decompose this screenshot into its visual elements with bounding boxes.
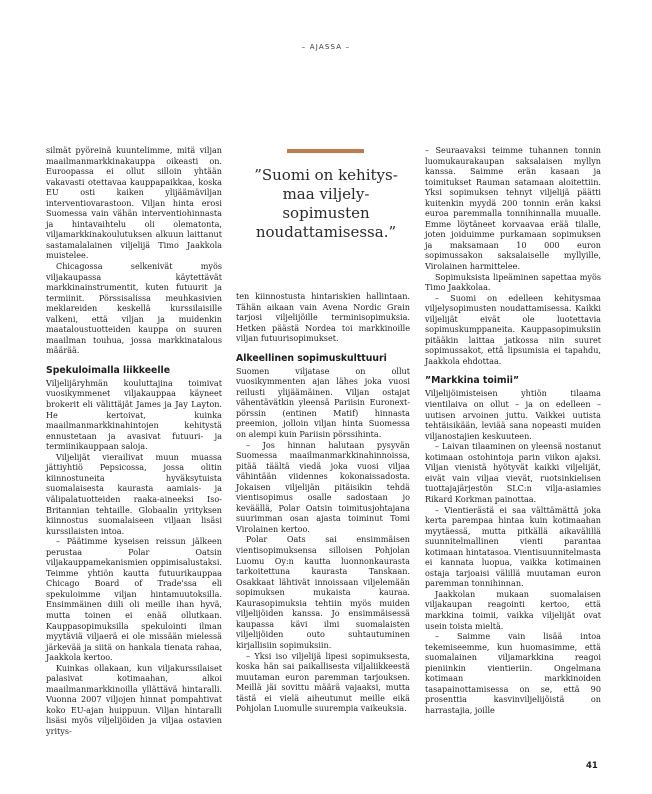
body-paragraph: Kuinkas ollakaan, kun viljakurssilaiset palasivat kotimaahan, alkoi maailmanmarkkinoilla yllättävä hintaralli. Vuonna 2007 viljojen hinnat pompahtivat koko EU-ajan huippuun. Viljan hintaralli lisäsi myös viljelijöiden ja viljaa ostavien yritys- xyxy=(46,662,222,736)
body-paragraph: – Suomi on edelleen kehitysmaa viljelysopimusten noudattamisessa. Kaikki viljelijät eivät ole luotettavia sopimuskumppaneita. Kauppasopimuksiin pitääkin laittaa jatkossa niin suuret sopimussakot, että lipsumisia ei tapahdu, Jaakkola ehdottaa. xyxy=(425,292,601,366)
body-paragraph: ten kiinnostusta hintariskien hallintaan. Tähän aikaan vain Avena Nordic Grain tarjosi viljelijöille terminisopimuksia. Hetken päästä Nordea toi markkinoille viljan futuurisopimukset. xyxy=(236,291,410,344)
body-paragraph: – Päätimme kyseisen reissun jälkeen perustaa Polar Oatsin viljakauppamekanismien oppimisalustaksi. Teimme yhtiön kautta futuurikauppaa Chicago Board of Trade'ssa eli spekuloimme viljan hintamuutoksilla. Ensimmäinen diili oli meille ihan hyvä, mutta toinen ei enää ollutkaan. Kauppasopimuksilla spekulointi ilman myytäviä viljaerä ei ole missään mielessä järkevää ja siitä on hankala tienata rahaa, Jaakkola kertoo. xyxy=(46,536,222,663)
page-number: 41 xyxy=(586,761,598,771)
text-column-2 xyxy=(236,291,410,714)
section-label: – AJASSA – xyxy=(301,43,351,51)
body-paragraph: Sopimuksista lipeäminen sapettaa myös Timo Jaakkolaa. xyxy=(425,271,601,293)
subheading: Spekuloimalla liikkeelle xyxy=(46,364,171,376)
body-paragraph: Jaakkolan mukaan suomalaisen viljakaupan reagointi kertoo, että markkina toimii, vaikka viljelijät ovat usein toista mieltä. xyxy=(425,588,601,631)
body-paragraph: – Laivan tilaaminen on yleensä nostanut kotimaan ostohintoja parin viikon ajaksi. Viljan vienistä hyötyvät kaikki viljelijät, eivät vain viljaa vievät, ruotsinkielisen tuottajajärjestön SLC:n vilja-asiamies Rikard Korkman painottaa. xyxy=(425,441,601,504)
body-paragraph: Suomen viljatase on ollut vuosikymmenten ajan lähes joka vuosi reilusti ylijäämäinen. Viljan ostajat vähentävätkin yleensä Pariisin Euronext-pörssin (entinen Matif) hinnasta preemion, jolloin viljan hinta Suomessa on alempi kuin Pariisin pörssihinta. xyxy=(236,365,410,440)
body-paragraph: Polar Oats sai ensimmäisen vientisopimuksensa silloisen Pohjolan Luomu Oy:n kautta luonnonkaurasta tarkoitettuna kaurasta Tanskaan. Osakkaat lähtivät innoissaan viljelemään sopimuksen mukaista kauraa. Kaurasopimuksia tehtiin myös muiden viljelijöiden kanssa. Jo ensimmäisessä kaupassa kävi ilmi suomalaisten viljelijöiden outo suhtautuminen kirjallisiin sopimuksiin. xyxy=(236,534,410,650)
pullquote: ”Suomi on kehitys-maa viljely-sopimusten noudattamisessa.” xyxy=(254,166,398,241)
text-column-3 xyxy=(425,145,601,715)
body-paragraph: – Yksi iso viljelijä lipesi sopimuksesta, koska hän sai paikallisesta viljaliikkeestä muutaman euron paremman tarjouksen. Meillä jäi sovittu määrä vajaaksi, mutta tästä ei vielä aiheutunut meille eikä Pohjolan Luomulle suurempia vaikeuksia. xyxy=(236,650,410,714)
body-paragraph: – Saimme vain lisää intoa tekemiseemme, kun huomasimme, että suomalainen viljamarkkina reagoi pieniinkin vientieriin. Ongelmana kotimaan markkinoiden tasapainottamisessa on se, että 90 prosenttia kasvinviljelijöistä on harrastajia, joille xyxy=(425,631,601,715)
body-paragraph: Viljelijät vierailivat muun muassa jättiyhtiö Pepsicossa, jossa olitin kiinnostuneita hyväksytuista suomalaisesta kaurasta aamiais- ja välipalatuotteiden raaka-aineeksi Iso-Britannian tehtaille. Globaalin yrityksen kiinnostus suomalaiseen viljaan lisäsi kurssilaisten intoa. xyxy=(46,451,222,536)
text-column-1 xyxy=(46,145,222,737)
subheading: Alkeellinen sopimuskulttuuri xyxy=(236,352,387,364)
body-paragraph: – Jos hinnan halutaan pysyvän Suomessa maailmanmarkkinahinnoissa, pitää täältä viedä joka vuosi viljaa vähintään viidennes kokonaissadosta. Jokaisen viljelijän pitäisikin tehdä vientisopimus osalle sadostaan jo keväällä, Polar Oatsin toimitusjohtajana suurimman osan ajasta toiminut Tomi Virolainen kertoo. xyxy=(236,439,410,534)
body-paragraph: Viljelijäryhmän kouluttajina toimivat vuosikymmenet viljakauppaa käyneet brokerit eli välittäjät James ja Jay Layton. He kertoivat, kuinka maailmanmarkkinahintojen kehitystä ennustetaan ja avasivat futuuri- ja termiinikauppaan saloja. xyxy=(46,377,222,452)
pullquote-rule xyxy=(287,149,364,153)
body-paragraph: Viljelijöimisteisen yhtiön tilaama vientilaiva on ollut – ja on edelleen – uutisen arvoinen juttu. Vaikkei uutista tehtäisikään, leviää sana nopeasti muiden viljanostajien keskuuteen. xyxy=(425,388,601,441)
body-paragraph: silmät pyöreinä kuuntelimme, mitä viljan maailmanmarkkinakauppa oikeasti on. Euroopassa ei ollut silloin yhtään vakavasti otettavaa kauppapaikkaa, koska EU osti kaiken ylijäämäviljan interventiovarastoon. Viljan hinta erosi Suomessa vain vähän interventiohinnasta ja hintavaihtelu oli olematonta, viljamarkkinakoulutuksen alkuun laittanut sastamalalainen viljelijä Timo Jaakkola muistelee. xyxy=(46,145,222,261)
body-paragraph: – Seuraavaksi teimme tuhannen tonnin luomukaurakaupan saksalaisen myllyn kanssa. Saimme erän kasaan ja toimitukset Rauman satamaan aloitettiin. Yksi sopimuksen tehnyt viljelijä päätti kuitenkin myydä 200 tonnin erän kaksi euroa paremmalla tonnihinnalla muualle. Emme löytäneet korvaavaa erää tilalle, joten joiduimme purkamaan sopimuksen ja maksamaan 10 000 euron sopimussakon saksalaiselle myllyille, Virolainen harmittelee. xyxy=(425,145,601,272)
body-paragraph: Chicagossa selkenivät myös viljakaupassa käytettävät markkinainstrumentit, kuten futuurit ja termiinit. Pörssisalissa meuhkasivien meklareiden keskellä kurssilaisille valkeni, että viljan ja muidenkin maataloustuotteiden kauppa on suuren maailman touhua, jossa markkinatalous määrää. xyxy=(46,261,222,356)
subheading: ”Markkina toimii” xyxy=(425,375,520,387)
body-paragraph: – Vientierästä ei saa välttämättä joka kerta parempaa hintaa kuin kotimaahan myytäessä, mutta pitkällä aikavälillä suunnitelmallinen vienti parantaa kotimaan hintatasoa. Vientisuunnitelmasta ei kannata luopua, vaikka kotimainen ostaja tarjoaisi välillä muutaman euron paremman tonnihinnan. xyxy=(425,504,601,589)
